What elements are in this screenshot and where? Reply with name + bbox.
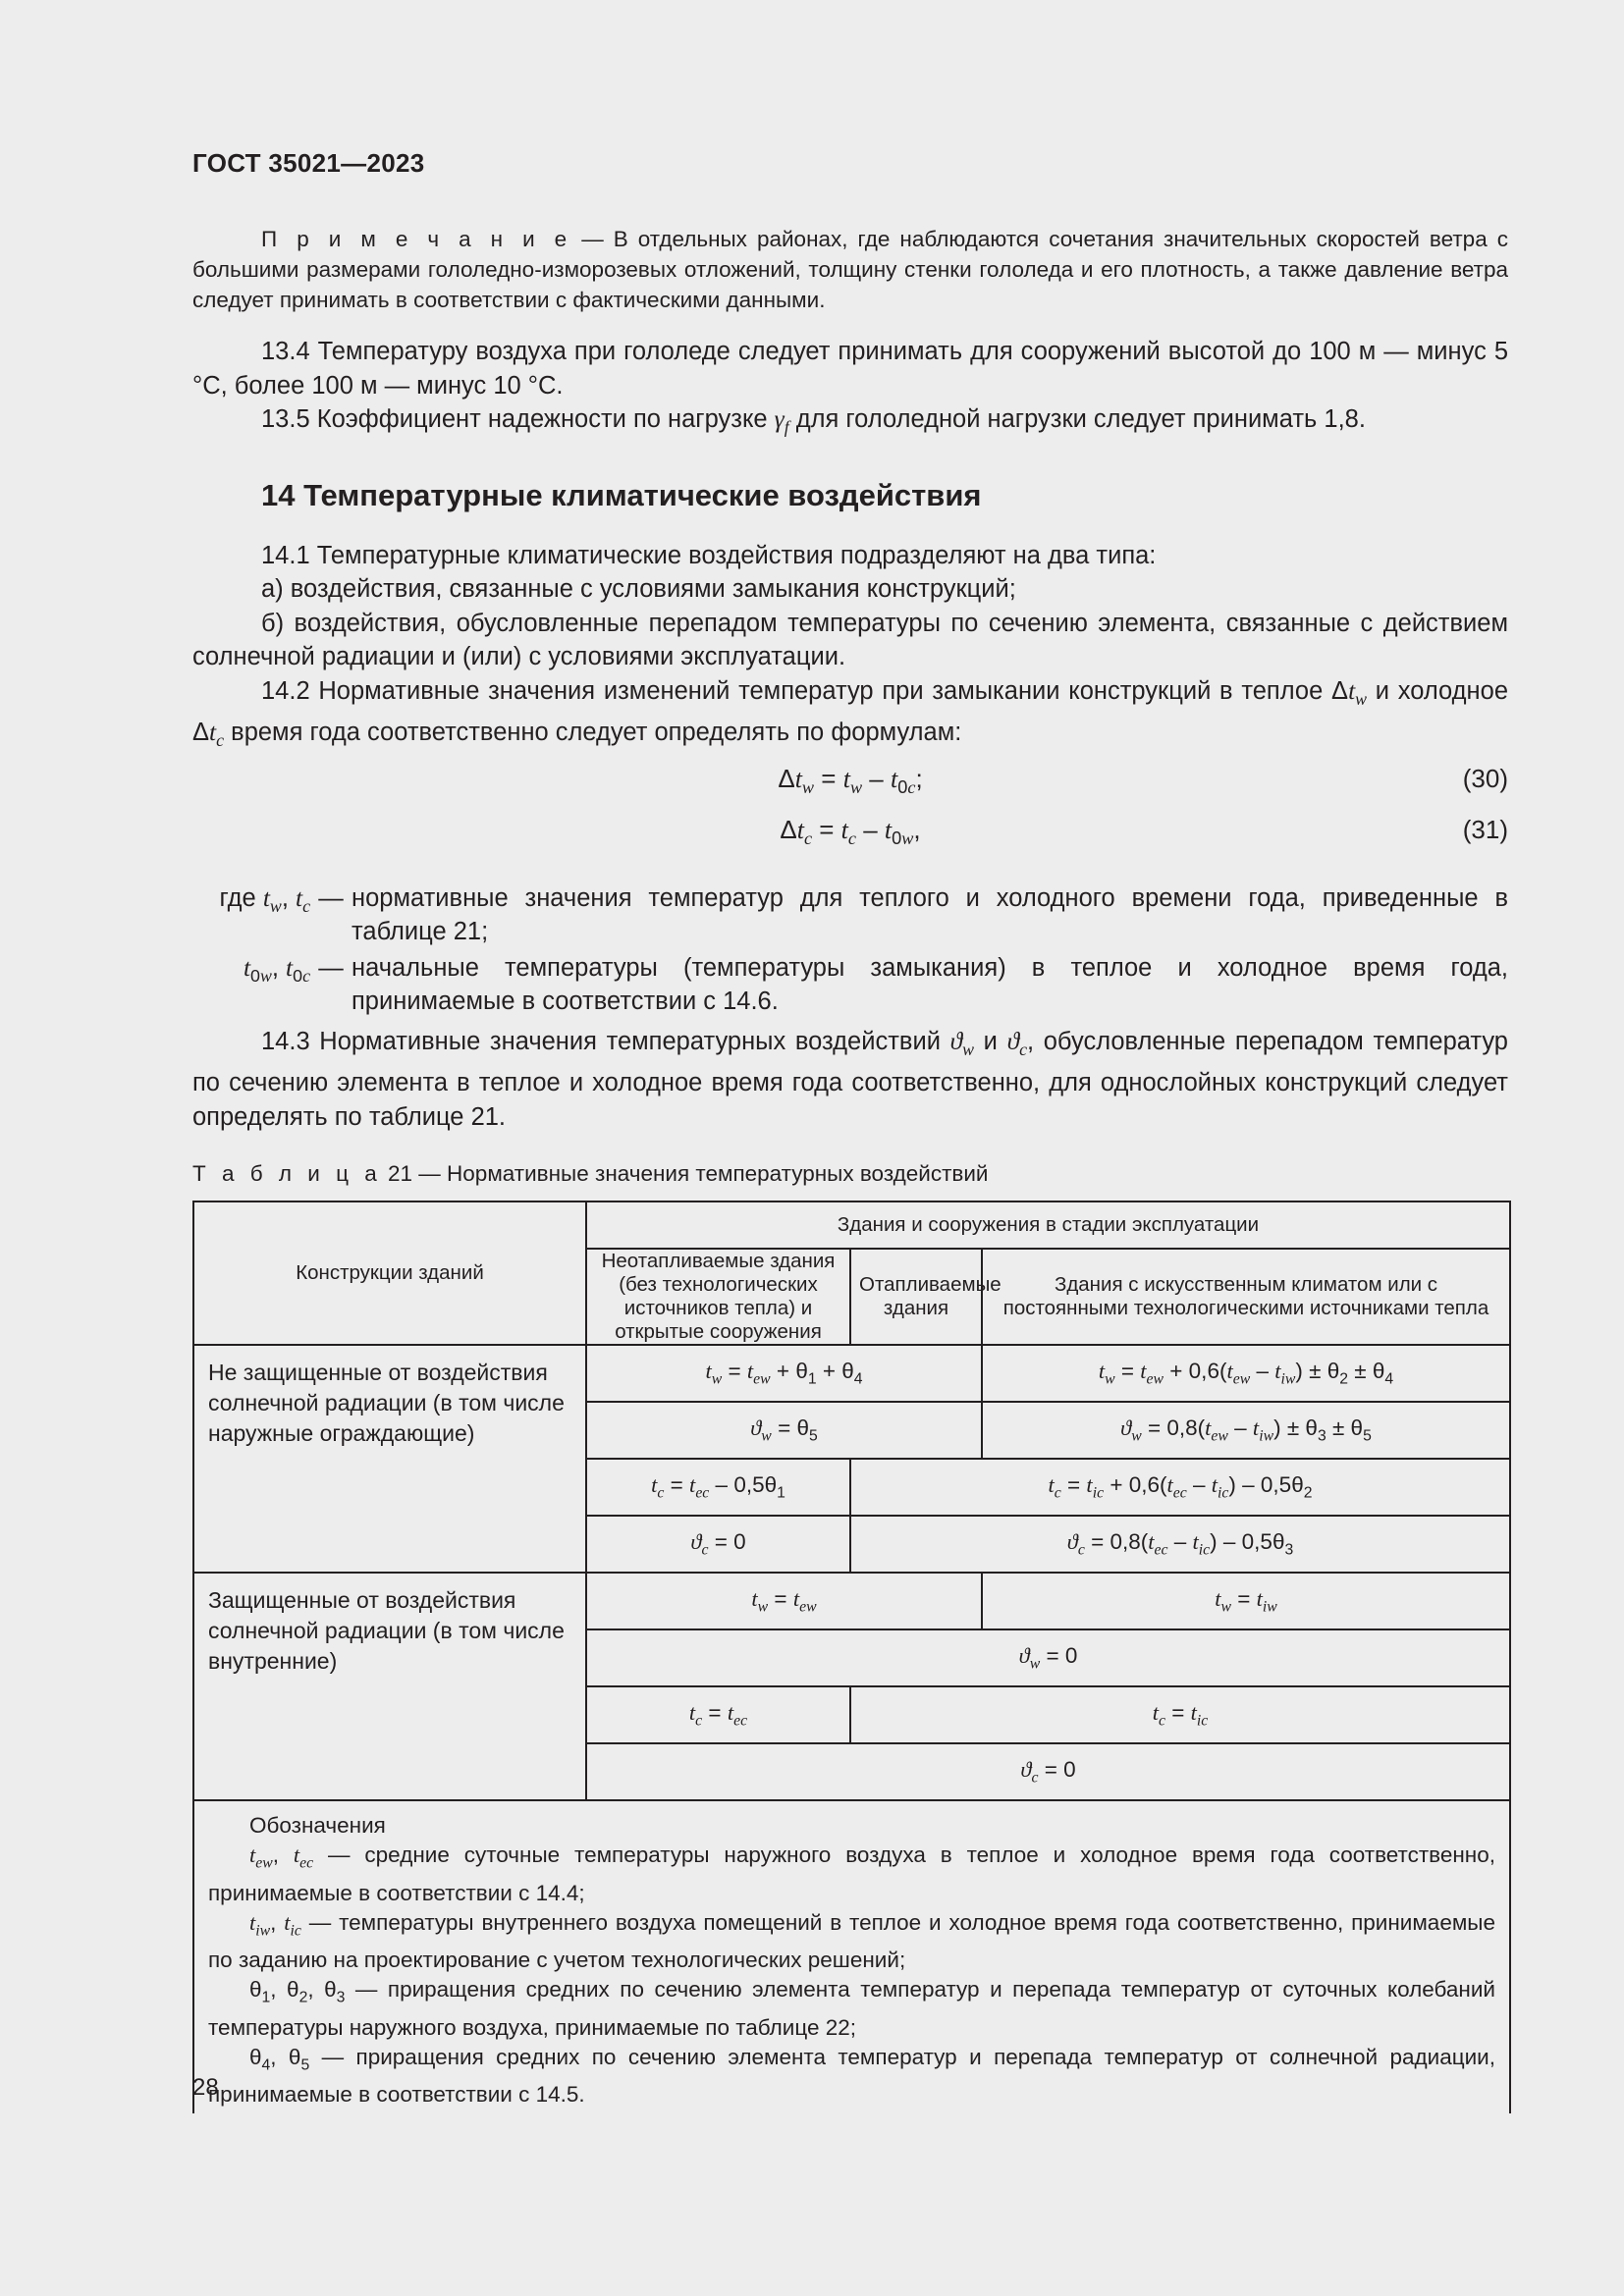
definitions	[192, 881, 1508, 1019]
paragraph-14-3: 14.3 Нормативные значения температурных воздействий $ϑ_w$ и $ϑ_c$, обусловленные перепадом температур по сечению элемента в теплое и холодное время года соответственно, для однослойных конструкций следует определять по таблице 21.	[192, 1026, 1508, 1131]
notes-title: Обозначения	[249, 1813, 386, 1839]
formula-cell: $t_c = t_{ic} + 0,6(t_{ec} - t_{ic}) - 0,5\theta_2$	[850, 1459, 1510, 1516]
paragraph-14-1-b: б) воздействия, обусловленные перепадом температуры по сечению элемента, связанные с действием солнечной радиации и (или) с условиями эксплуатации.	[192, 609, 1508, 671]
page-content	[192, 224, 1508, 2113]
note-text: — В отдельных районах, где наблюдаются сочетания значительных скоростей ветра с большими размерами гололедно-изморозевых отложений, толщину стенки гололеда и его плотность, а также давление ветра следует принимать в соответствии с фактическими данными.	[192, 227, 1508, 312]
formula-cell: $t_w = t_{ew} + \theta_1 + \theta_4$	[586, 1345, 982, 1402]
paragraph-13-4: 13.4 Температуру воздуха при гололеде следует принимать для сооружений высотой до 100 м — минус 5 °С, более 100 м — минус 10 °С.	[192, 338, 1508, 400]
formula-cell: $t_c = t_{ec} - 0,5\theta_1$	[586, 1459, 850, 1516]
document-header: ГОСТ 35021—2023	[192, 148, 425, 178]
definition-item: где $t_w$, $t_c$ — нормативные значения температур для теплого и холодного времени года, приведенные в таблице 21;	[219, 882, 1508, 946]
note-label: П р и м е ч а н и е	[261, 227, 572, 251]
formula-cell: $t_w = t_{iw}$	[982, 1573, 1510, 1629]
formula-cell: $ϑ_c = 0,8(t_{ec} - t_{ic}) - 0,5\theta_3$	[850, 1516, 1510, 1573]
paragraph-14-2: 14.2 Нормативные значения изменений температур при замыкании конструкций в теплое $\Delta t_w$ и холодное $\Delta t_c$ время года соответственно следует определять по формулам:	[192, 675, 1508, 751]
row-label-protected: Защищенные от воздействия солнечной радиации (в том числе внутренние)	[193, 1573, 586, 1800]
row-label-unprotected: Не защищенные от воздействия солнечной радиации (в том числе наружные ограждающие)	[193, 1345, 586, 1573]
formula-cell: $ϑ_w = \theta_5$	[586, 1402, 982, 1459]
header-group: Здания и сооружения в стадии эксплуатации	[586, 1201, 1510, 1249]
paragraph-13-5: 13.5 Коэффициент надежности по нагрузке $\gamma_f$ для гололедной нагрузки следует принимать 1,8.	[261, 404, 1366, 438]
page-number: 28	[192, 2074, 219, 2101]
formula-cell: $ϑ_c = 0$	[586, 1743, 1510, 1800]
table-21	[192, 1201, 1511, 2113]
header-unheated: Неотапливаемые здания (без технологических источников тепла) и открытые сооружения	[586, 1249, 850, 1345]
formula-cell: $ϑ_w = 0,8(t_{ew} - t_{iw}) \pm \theta_3 \pm \theta_5$	[982, 1402, 1510, 1459]
note-item: $\theta_4$, $\theta_5$ — приращения средних по сечению элемента температур и перепада температур от солнечной радиации, принимаемые в соответствии с 14.5.	[208, 2044, 1495, 2108]
table-notes	[193, 1800, 1510, 2113]
formula-number: (30)	[1462, 763, 1508, 793]
formula-cell: $t_c = t_{ic}$	[850, 1686, 1510, 1743]
formula-cell: $t_c = t_{ec}$	[586, 1686, 850, 1743]
formula-31: $\Delta t_c = t_c - t_{0w}$, (31)	[780, 814, 1508, 848]
note-item: $t_{ew}$, $t_{ec}$ — средние суточные температуры наружного воздуха в теплое и холодное время года соответственно, принимаемые в соответствии с 14.4;	[208, 1842, 1495, 1905]
header-climate: Здания с искусственным климатом или с постоянными технологическими источниками тепла	[982, 1249, 1510, 1345]
formula-number: (31)	[1462, 814, 1508, 844]
paragraph-14-1: 14.1 Температурные климатические воздействия подразделяют на два типа:	[261, 541, 1157, 569]
note-paragraph	[192, 224, 1508, 315]
header-constructions: Конструкции зданий	[193, 1201, 586, 1345]
section-title: 14 Температурные климатические воздействия	[261, 477, 982, 512]
note-item: $t_{iw}$, $t_{ic}$ — температуры внутреннего воздуха помещений в теплое и холодное время года соответственно, принимаемые по заданию на проектирование с учетом технологических решений;	[208, 1909, 1495, 1973]
table-caption: Т а б л и ц а 21 — Нормативные значения температурных воздействий	[192, 1161, 989, 1187]
formula-30: $\Delta t_w = t_w - t_{0c}$; (30)	[778, 763, 1508, 797]
paragraph-14-1-a: а) воздействия, связанные с условиями замыкания конструкций;	[261, 575, 1016, 604]
formula-cell: $t_w = t_{ew}$	[586, 1573, 982, 1629]
formula-cell: $t_w = t_{ew} + 0,6(t_{ew} - t_{iw}) \pm \theta_2 \pm \theta_4$	[982, 1345, 1510, 1402]
note-item: $\theta_1$, $\theta_2$, $\theta_3$ — приращения средних по сечению элемента температур и перепада температур от суточных колебаний температуры наружного воздуха, принимаемые по таблице 22;	[208, 1977, 1495, 2040]
formula-cell: $ϑ_w = 0$	[586, 1629, 1510, 1686]
header-heated: Отапливаемые здания	[850, 1249, 982, 1345]
formula-cell: $ϑ_c = 0$	[586, 1516, 850, 1573]
definition-item: $t_{0w}$, $t_{0c}$ — начальные температуры (температуры замыкания) в теплое и холодное время года, принимаемые в соответствии с 14.6.	[243, 952, 1508, 1016]
